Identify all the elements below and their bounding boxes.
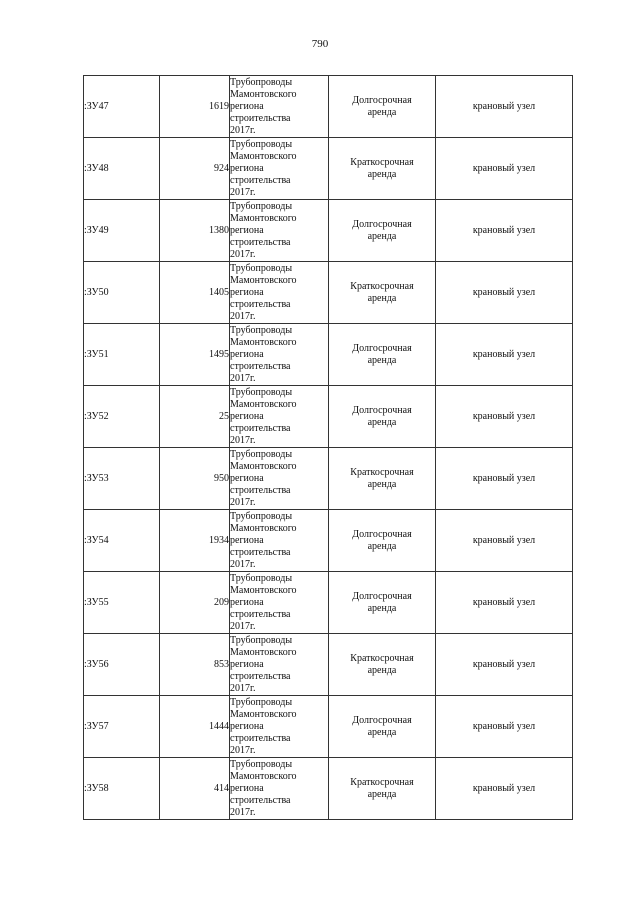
lease-type-cell — [329, 386, 436, 448]
plot-area-cell: 924 — [160, 138, 230, 200]
table-row — [84, 448, 573, 510]
purpose-line: региона — [230, 720, 264, 732]
purpose-line: строительства — [230, 360, 291, 372]
plot-id-cell: :ЗУ50 — [84, 262, 160, 324]
purpose-line: Мамонтовского — [230, 212, 297, 224]
table-row — [84, 262, 573, 324]
lease-type-cell — [329, 76, 436, 138]
purpose-line: региона — [230, 100, 264, 112]
lease-line: Долгосрочная — [352, 342, 412, 354]
lease-type-cell — [329, 510, 436, 572]
purpose-line: Трубопроводы — [230, 696, 293, 708]
lease-line: аренда — [367, 168, 397, 180]
plot-area-cell: 1934 — [160, 510, 230, 572]
plot-purpose-cell — [230, 510, 329, 572]
table-row — [84, 696, 573, 758]
purpose-line: строительства — [230, 174, 291, 186]
plot-purpose-cell — [230, 696, 329, 758]
purpose-line: 2017г. — [230, 310, 256, 322]
purpose-line: региона — [230, 472, 264, 484]
purpose-line: 2017г. — [230, 434, 256, 446]
purpose-line: региона — [230, 534, 264, 546]
plot-purpose-cell — [230, 200, 329, 262]
lease-line: аренда — [367, 416, 397, 428]
plot-purpose-cell — [230, 448, 329, 510]
lease-type-cell — [329, 634, 436, 696]
lease-line: аренда — [367, 354, 397, 366]
plot-purpose-cell — [230, 572, 329, 634]
purpose-line: Трубопроводы — [230, 572, 293, 584]
object-type-cell: крановый узел — [436, 76, 573, 138]
purpose-line: Трубопроводы — [230, 324, 293, 336]
purpose-line: 2017г. — [230, 620, 256, 632]
plot-id-cell: :ЗУ49 — [84, 200, 160, 262]
purpose-line: Мамонтовского — [230, 274, 297, 286]
purpose-line: Трубопроводы — [230, 262, 293, 274]
table-body — [84, 76, 573, 820]
purpose-line: Трубопроводы — [230, 510, 293, 522]
purpose-line: Мамонтовского — [230, 646, 297, 658]
plot-purpose-cell — [230, 386, 329, 448]
lease-line: аренда — [367, 230, 397, 242]
lease-type-cell — [329, 696, 436, 758]
lease-type-cell — [329, 138, 436, 200]
plot-id-cell: :ЗУ55 — [84, 572, 160, 634]
lease-line: аренда — [367, 292, 397, 304]
lease-type-cell — [329, 572, 436, 634]
plot-area-cell: 209 — [160, 572, 230, 634]
table-row — [84, 572, 573, 634]
lease-type-cell — [329, 758, 436, 820]
lease-line: аренда — [367, 478, 397, 490]
table-row — [84, 324, 573, 386]
lease-type-cell — [329, 262, 436, 324]
plot-id-cell: :ЗУ47 — [84, 76, 160, 138]
plot-id-cell: :ЗУ56 — [84, 634, 160, 696]
plot-purpose-cell — [230, 324, 329, 386]
purpose-line: строительства — [230, 546, 291, 558]
purpose-line: Мамонтовского — [230, 584, 297, 596]
lease-type-cell — [329, 324, 436, 386]
plot-id-cell: :ЗУ53 — [84, 448, 160, 510]
object-type-cell: крановый узел — [436, 634, 573, 696]
purpose-line: Мамонтовского — [230, 522, 297, 534]
purpose-line: региона — [230, 410, 264, 422]
lease-line: Краткосрочная — [350, 466, 414, 478]
object-type-cell: крановый узел — [436, 510, 573, 572]
plot-area-cell: 414 — [160, 758, 230, 820]
plot-id-cell: :ЗУ54 — [84, 510, 160, 572]
object-type-cell: крановый узел — [436, 262, 573, 324]
land-plot-table — [83, 75, 573, 820]
purpose-line: региона — [230, 162, 264, 174]
plot-area-cell: 1380 — [160, 200, 230, 262]
purpose-line: Мамонтовского — [230, 460, 297, 472]
purpose-line: 2017г. — [230, 124, 256, 136]
purpose-line: Мамонтовского — [230, 88, 297, 100]
purpose-line: Мамонтовского — [230, 336, 297, 348]
plot-purpose-cell — [230, 634, 329, 696]
plot-area-cell: 1444 — [160, 696, 230, 758]
purpose-line: 2017г. — [230, 558, 256, 570]
object-type-cell: крановый узел — [436, 200, 573, 262]
table-row — [84, 386, 573, 448]
purpose-line: 2017г. — [230, 806, 256, 818]
lease-line: Краткосрочная — [350, 652, 414, 664]
purpose-line: 2017г. — [230, 744, 256, 756]
purpose-line: Трубопроводы — [230, 448, 293, 460]
plot-purpose-cell — [230, 138, 329, 200]
lease-line: аренда — [367, 726, 397, 738]
table-row — [84, 634, 573, 696]
lease-type-cell — [329, 448, 436, 510]
lease-line: Долгосрочная — [352, 218, 412, 230]
lease-line: Краткосрочная — [350, 156, 414, 168]
plot-id-cell: :ЗУ48 — [84, 138, 160, 200]
plot-id-cell: :ЗУ52 — [84, 386, 160, 448]
purpose-line: региона — [230, 596, 264, 608]
plot-area-cell: 1405 — [160, 262, 230, 324]
purpose-line: строительства — [230, 670, 291, 682]
lease-line: аренда — [367, 106, 397, 118]
table-row — [84, 758, 573, 820]
purpose-line: региона — [230, 224, 264, 236]
object-type-cell: крановый узел — [436, 696, 573, 758]
lease-line: Долгосрочная — [352, 714, 412, 726]
object-type-cell: крановый узел — [436, 324, 573, 386]
purpose-line: Мамонтовского — [230, 708, 297, 720]
object-type-cell: крановый узел — [436, 572, 573, 634]
object-type-cell: крановый узел — [436, 448, 573, 510]
purpose-line: строительства — [230, 422, 291, 434]
purpose-line: строительства — [230, 112, 291, 124]
purpose-line: Трубопроводы — [230, 138, 293, 150]
object-type-cell: крановый узел — [436, 138, 573, 200]
purpose-line: региона — [230, 286, 264, 298]
lease-line: Краткосрочная — [350, 776, 414, 788]
table-row — [84, 510, 573, 572]
purpose-line: Трубопроводы — [230, 200, 293, 212]
plot-area-cell: 1495 — [160, 324, 230, 386]
plot-id-cell: :ЗУ58 — [84, 758, 160, 820]
purpose-line: Трубопроводы — [230, 76, 293, 88]
lease-type-cell — [329, 200, 436, 262]
purpose-line: 2017г. — [230, 682, 256, 694]
purpose-line: Мамонтовского — [230, 150, 297, 162]
plot-purpose-cell — [230, 262, 329, 324]
plot-area-cell: 25 — [160, 386, 230, 448]
purpose-line: строительства — [230, 236, 291, 248]
lease-line: Долгосрочная — [352, 590, 412, 602]
purpose-line: 2017г. — [230, 496, 256, 508]
plot-area-cell: 1619 — [160, 76, 230, 138]
purpose-line: строительства — [230, 298, 291, 310]
purpose-line: региона — [230, 782, 264, 794]
lease-line: аренда — [367, 540, 397, 552]
purpose-line: 2017г. — [230, 372, 256, 384]
purpose-line: строительства — [230, 732, 291, 744]
purpose-line: 2017г. — [230, 248, 256, 260]
purpose-line: Трубопроводы — [230, 634, 293, 646]
lease-line: аренда — [367, 664, 397, 676]
lease-line: аренда — [367, 602, 397, 614]
purpose-line: 2017г. — [230, 186, 256, 198]
lease-line: Долгосрочная — [352, 528, 412, 540]
purpose-line: Мамонтовского — [230, 770, 297, 782]
purpose-line: Мамонтовского — [230, 398, 297, 410]
object-type-cell: крановый узел — [436, 758, 573, 820]
purpose-line: региона — [230, 658, 264, 670]
lease-line: Долгосрочная — [352, 94, 412, 106]
table-row — [84, 138, 573, 200]
purpose-line: региона — [230, 348, 264, 360]
plot-id-cell: :ЗУ57 — [84, 696, 160, 758]
purpose-line: строительства — [230, 608, 291, 620]
plot-id-cell: :ЗУ51 — [84, 324, 160, 386]
purpose-line: строительства — [230, 794, 291, 806]
lease-line: Краткосрочная — [350, 280, 414, 292]
lease-line: аренда — [367, 788, 397, 800]
page-number: 790 — [311, 38, 329, 50]
plot-purpose-cell — [230, 758, 329, 820]
plot-area-cell: 853 — [160, 634, 230, 696]
purpose-line: Трубопроводы — [230, 758, 293, 770]
table-row — [84, 200, 573, 262]
purpose-line: Трубопроводы — [230, 386, 293, 398]
object-type-cell: крановый узел — [436, 386, 573, 448]
purpose-line: строительства — [230, 484, 291, 496]
lease-line: Долгосрочная — [352, 404, 412, 416]
plot-purpose-cell — [230, 76, 329, 138]
table-row — [84, 76, 573, 138]
plot-area-cell: 950 — [160, 448, 230, 510]
